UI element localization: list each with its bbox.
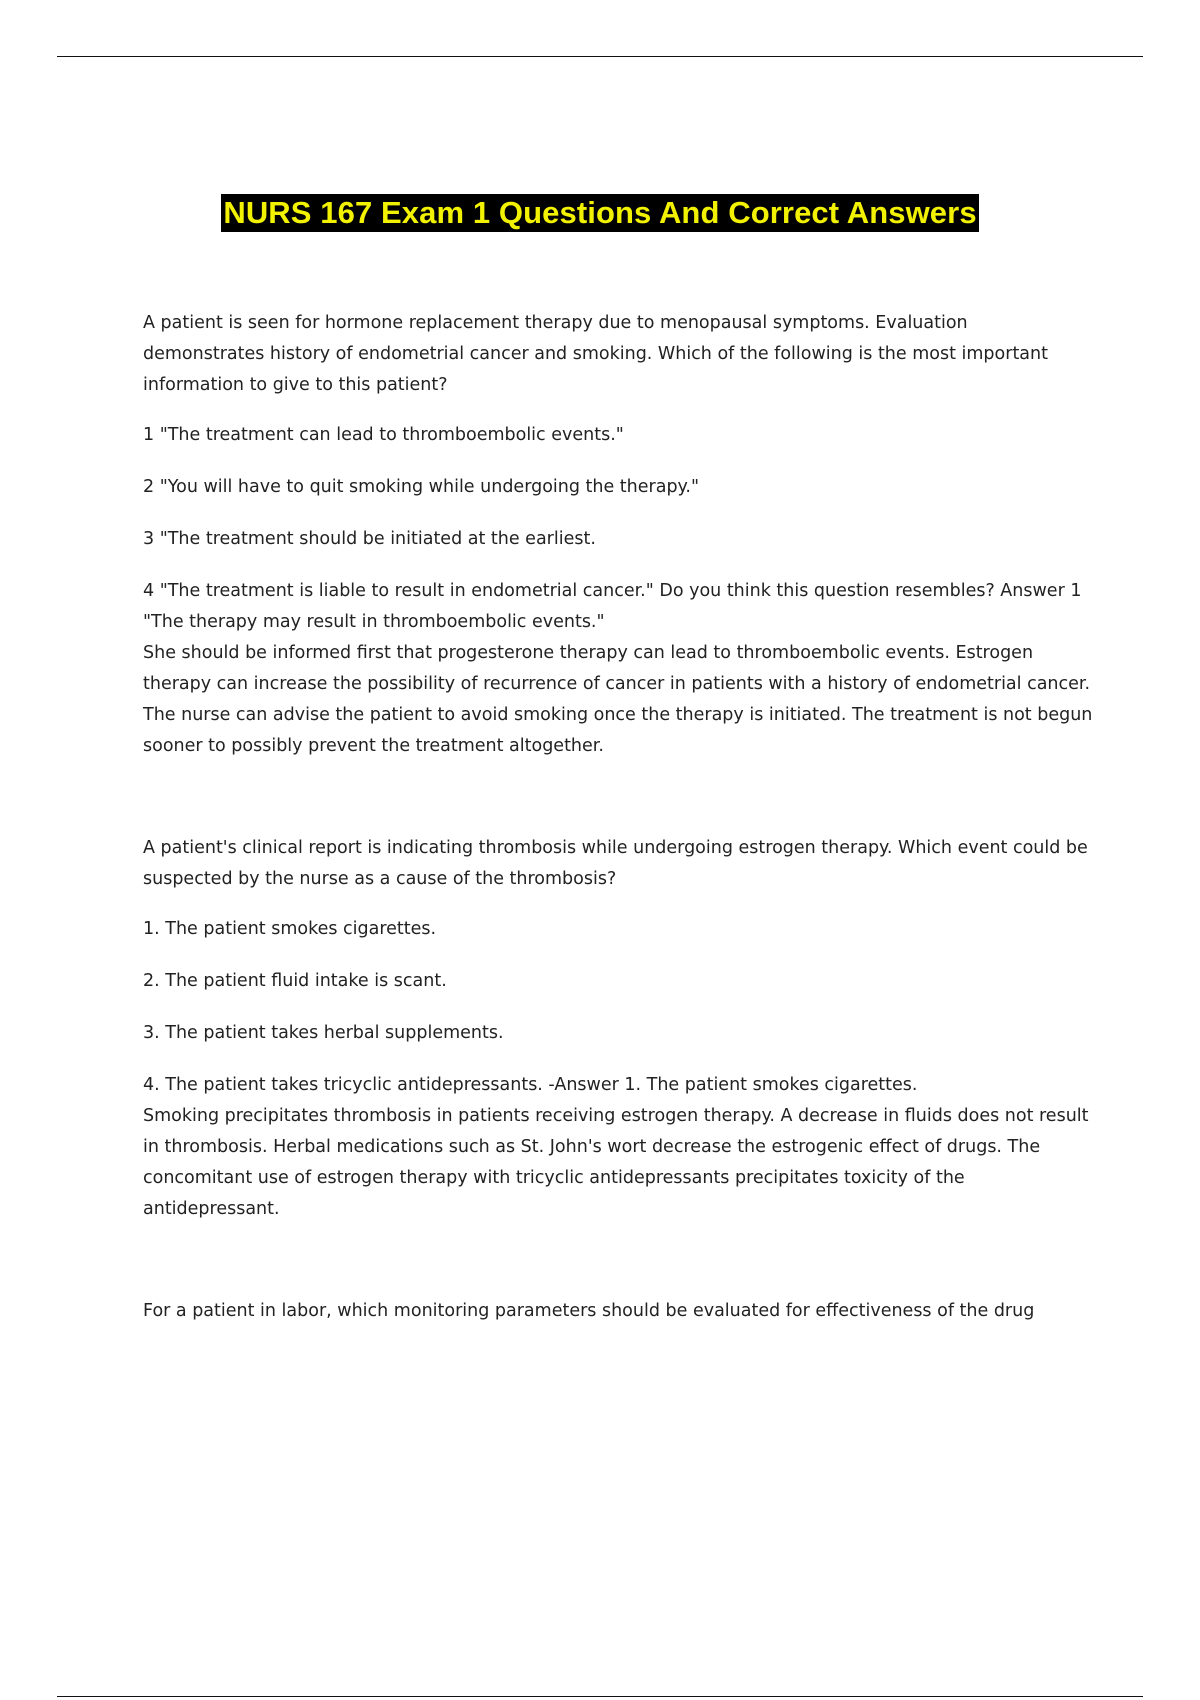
document-title: NURS 167 Exam 1 Questions And Correct Answers [223, 195, 977, 230]
top-rule [57, 56, 1143, 57]
question-1-option-3: 3 "The treatment should be initiated at the earliest. [143, 529, 596, 549]
question-1-option-4-answer: 4 "The treatment is liable to result in endometrial cancer." Do you think this question resembles? Answer 1 "The therapy may result in thromboembolic events." [143, 581, 1082, 632]
question-1-option-1: 1 "The treatment can lead to thromboembolic events." [143, 425, 624, 445]
question-2-option-4-answer: 4. The patient takes tricyclic antidepressants. -Answer 1. The patient smokes cigarettes. [143, 1075, 918, 1095]
question-2-option-2: 2. The patient fluid intake is scant. [143, 971, 447, 991]
question-2-stem: A patient's clinical report is indicating thrombosis while undergoing estrogen therapy. Which event could be suspected by the nurse as a cause of the thrombosis? [143, 838, 1088, 889]
question-2-option-3: 3. The patient takes herbal supplements. [143, 1023, 504, 1043]
title-block [0, 194, 1200, 232]
question-1-stem: A patient is seen for hormone replacement therapy due to menopausal symptoms. Evaluation demonstrates history of endometrial cancer and smoking. Which of the following is the most important information to give to this patient? [143, 313, 1048, 395]
question-1-option-2: 2 "You will have to quit smoking while undergoing the therapy." [143, 477, 700, 497]
question-2-rationale: Smoking precipitates thrombosis in patients receiving estrogen therapy. A decrease in fluids does not result in thrombosis. Herbal medications such as St. John's wort decrease the estrogenic effect of drugs. The concomitant use of estrogen therapy with tricyclic antidepressants precipitates toxicity of the antidepressant. [143, 1106, 1089, 1219]
bottom-rule [57, 1696, 1143, 1697]
question-3-stem: For a patient in labor, which monitoring parameters should be evaluated for effectiveness of the drug [143, 1301, 1035, 1321]
question-1-rationale: She should be informed first that progesterone therapy can lead to thromboembolic events. Estrogen therapy can increase the possibility of recurrence of cancer in patients with a history of endometrial cancer. The nurse can advise the patient to avoid smoking once the therapy is initiated. The treatment is not begun sooner to possibly prevent the treatment altogether. [143, 643, 1093, 756]
question-2-option-1: 1. The patient smokes cigarettes. [143, 919, 437, 939]
document-body [143, 308, 1093, 1327]
